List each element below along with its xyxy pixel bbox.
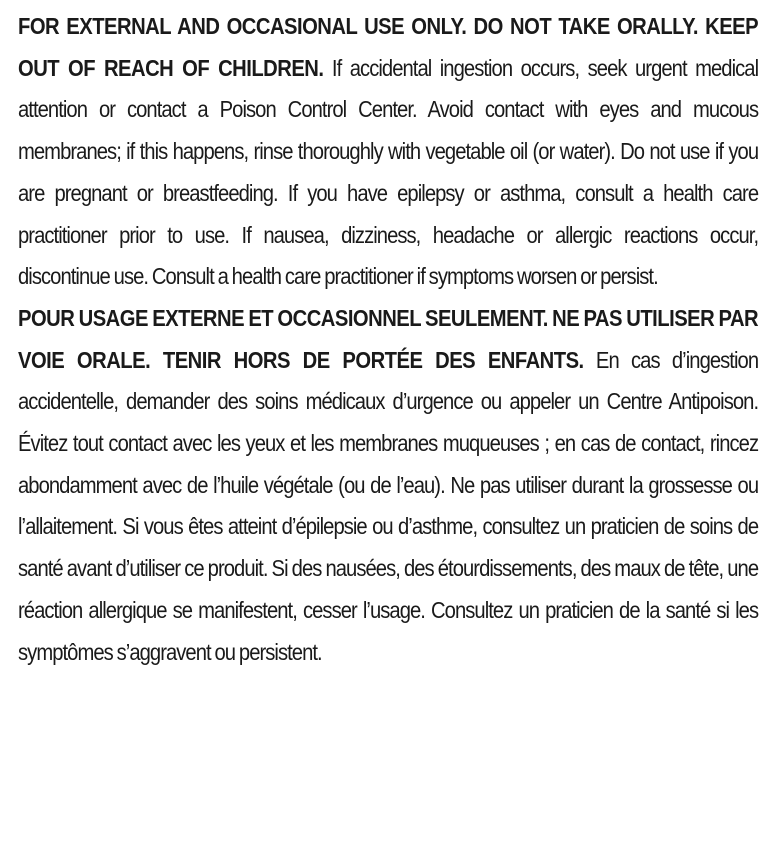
english-caution-text: If accidental ingestion occurs, seek urgent medical attention or contact a Poison Control Center. Avoid contact with eyes and mucous membranes; if this happens, rinse thoroughly with vegetable oil (or water). Do not use if you are pregnant or breastfeeding. If you have epilepsy or asthma, consult a health care practitioner prior to use. If nausea, dizziness, headache or allergic reactions occur, discontinue use. Consult a health care practitioner if symptoms worsen or persist. (18, 54, 759, 290)
french-caution-paragraph (18, 298, 758, 673)
french-caution-text: En cas d’ingestion accidentelle, demander des soins médicaux d’urgence ou appeler un Centre Antipoison. Évitez tout contact avec les yeux et les membranes muqueuses ; en cas de contact, rincez abondamment avec de l’huile végétale (ou de l’eau). Ne pas utiliser durant la grossesse ou l’allaitement. Si vous êtes atteint d’épilepsie ou d’asthme, consultez un praticien de soins de santé avant d’utiliser ce produit. Si des nausées, des étourdissements, des maux de tête, une réaction allergique se manifestent, cesser l’usage. Consultez un praticien de la santé si les symptômes s’aggravent ou persistent. (18, 346, 759, 665)
english-caution-paragraph (18, 6, 758, 298)
french-warning-heading: POUR USAGE EXTERNE ET OCCASIONNEL SEULEMENT. NE PAS UTILISER PAR VOIE ORALE. TENIR HORS DE PORTÉE DES ENFANTS. (18, 304, 759, 373)
english-warning-heading: FOR EXTERNAL AND OCCASIONAL USE ONLY. DO NOT TAKE ORALLY. KEEP OUT OF REACH OF CHILDREN. (18, 13, 759, 81)
